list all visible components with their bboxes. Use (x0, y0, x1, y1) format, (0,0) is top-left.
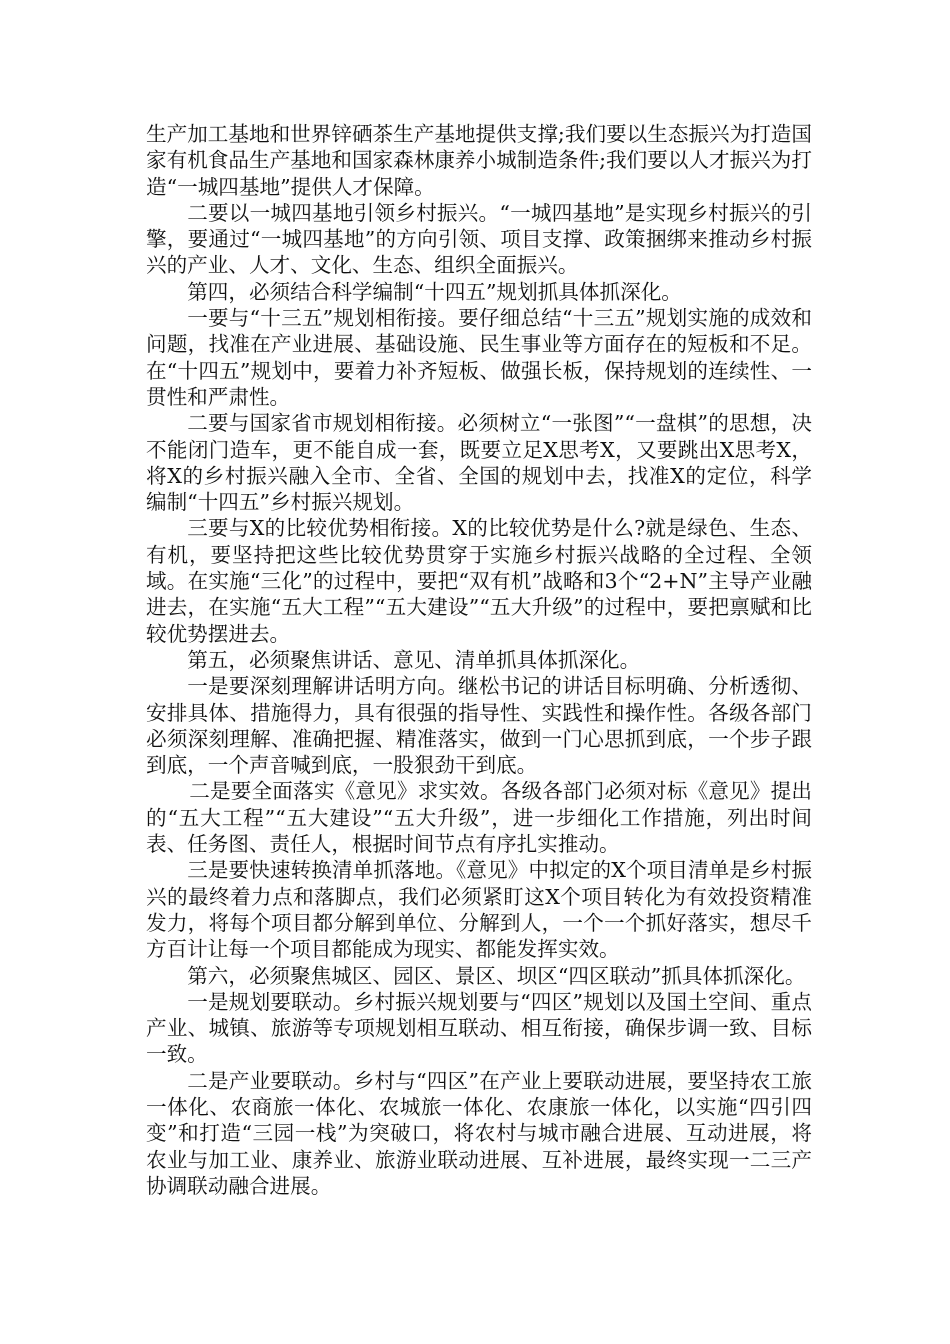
paragraph: 三是要快速转换清单抓落地。《意见》中拟定的X个项目清单是乡村振兴的最终着力点和落脚点，我们必须紧盯这X个项目转化为有效投资精准发力，将每个项目都分解到单位、分解到人，一个一个抓好落实，想尽千方百计让每一个项目都能成为现实、都能发挥实效。 (146, 858, 812, 962)
paragraph: 二是要全面落实《意见》求实效。各级各部门必须对标《意见》提出的“五大工程”“五大建设”“五大升级”，进一步细化工作措施，列出时间表、任务图、责任人，根据时间节点有序扎实推动。 (146, 779, 812, 857)
section-heading-fourth: 第四，必须结合科学编制“十四五”规划抓具体抓深化。 (187, 279, 682, 304)
paragraph: 一要与“十三五”规划相衔接。要仔细总结“十三五”规划实施的成效和问题，找准在产业进展、基础设施、民生事业等方面存在的短板和不足。在“十四五”规划中，要着力补齐短板、做强长板，保持规划的连续性、一贯性和严肃性。 (146, 306, 812, 409)
section-heading-sixth: 第六，必须聚焦城区、园区、景区、坝区“四区联动”抓具体抓深化。 (187, 963, 806, 988)
section-heading-fifth: 第五，必须聚焦讲话、意见、清单抓具体抓深化。 (187, 647, 641, 672)
paragraph: 一是规划要联动。乡村振兴规划要与“四区”规划以及国土空间、重点产业、城镇、旅游等专项规划相互联动、相互衔接，确保步调一致、目标一致。 (146, 989, 812, 1067)
paragraph: 二要以一城四基地引领乡村振兴。“一城四基地”是实现乡村振兴的引擎，要通过“一城四基地”的方向引领、项目支撑、政策捆绑来推动乡村振兴的产业、人才、文化、生态、组织全面振兴。 (146, 200, 812, 278)
paragraph: 一是要深刻理解讲话明方向。继松书记的讲话目标明确、分析透彻、安排具体、措施得力，具有很强的指导性、实践性和操作性。各级各部门必须深刻理解、准确把握、精准落实，做到一门心思抓到底，一个步子跟到底，一个声音喊到底，一股狠劲干到底。 (146, 674, 812, 778)
document-body (146, 121, 812, 1199)
paragraph-continuation: 生产加工基地和世界锌硒茶生产基地提供支撑;我们要以生态振兴为打造国家有机食品生产基地和国家森林康养小城制造条件;我们要以人才振兴为打造“一城四基地”提供人才保障。 (146, 122, 812, 199)
paragraph: 二是产业要联动。乡村与“四区”在产业上要联动进展，要坚持农工旅一体化、农商旅一体化、农城旅一体化、农康旅一体化，以实施“四引四变”和打造“三园一栈”为突破口，将农村与城市融合进展、互动进展，将农业与加工业、康养业、旅游业联动进展、互补进展，最终实现一二三产协调联动融合进展。 (146, 1068, 812, 1198)
paragraph: 三要与X的比较优势相衔接。X的比较优势是什么?就是绿色、生态、有机，要坚持把这些比较优势贯穿于实施乡村振兴战略的全过程、全领域。在实施“三化”的过程中，要把“双有机”战略和3个“2+N”主导产业融进去，在实施“五大工程”“五大建设”“五大升级”的过程中，要把禀赋和比较优势摆进去。 (146, 516, 812, 646)
paragraph: 二要与国家省市规划相衔接。必须树立“一张图”“一盘棋”的思想，决不能闭门造车，更不能自成一套，既要立足X思考X，又要跳出X思考X，将X的乡村振兴融入全市、全省、全国的规划中去，找准X的定位，科学编制“十四五”乡村振兴规划。 (146, 411, 812, 515)
